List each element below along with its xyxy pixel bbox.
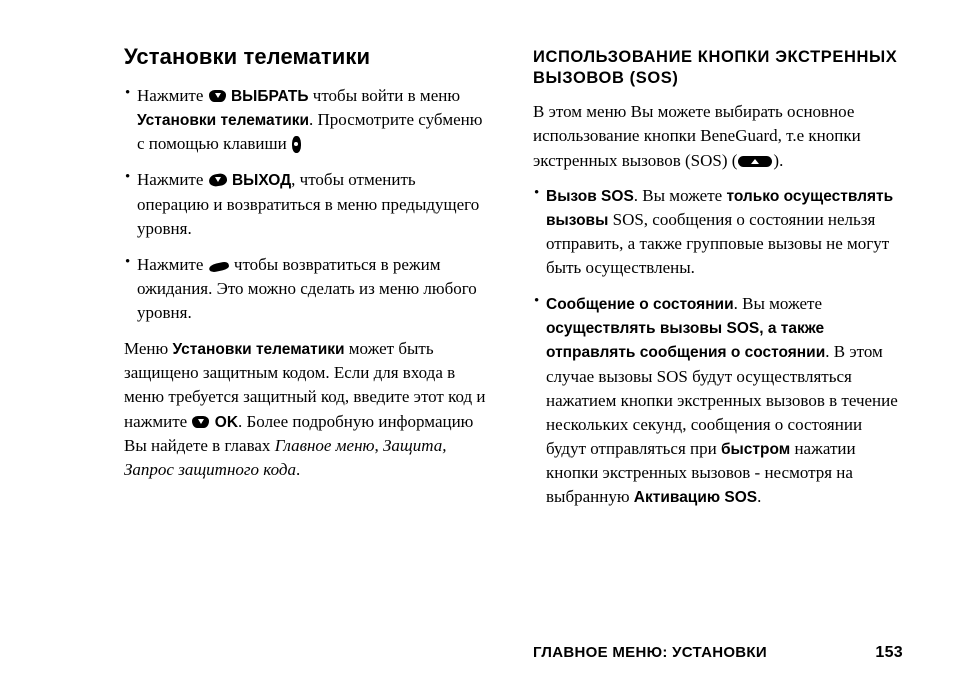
text-run: только осуществлять вызовы xyxy=(546,187,894,229)
text-run: Защита, Запрос защитного кода xyxy=(124,435,447,479)
text-run: Вызов SOS xyxy=(546,187,634,205)
text-run: В этом меню Вы можете выбирать основное использование кнопки BeneGuard, т.е кнопки экстренных вызовов (SOS) ( xyxy=(533,102,861,170)
text-run: , xyxy=(374,435,383,455)
text-run: быстром xyxy=(720,440,791,458)
left-column xyxy=(124,44,490,493)
text-run: Нажмите xyxy=(137,170,208,190)
text-run: нажатии кнопки экстренных вызовов - несмотря на выбранную xyxy=(546,438,856,507)
text-run: . В этом случае вызовы SOS будут осуществляться нажатием кнопки экстренных вызовов в течение нескольких секунд, сообщения о состоянии будут отправляться при xyxy=(546,342,898,458)
text-run: . Вы можете xyxy=(633,185,727,205)
text-run: . xyxy=(757,487,762,507)
text-run: SOS, сообщения о состоянии нельзя отправить, а также групповые вызовы не могут быть осуществлены. xyxy=(546,209,890,277)
text-run: . Вы можете xyxy=(733,294,823,314)
text-run: , чтобы отменить операцию и возвратиться в меню предыдущего уровня. xyxy=(137,170,480,238)
text-run: . Более подробную информацию Вы найдете в главах xyxy=(124,411,474,455)
text-run: . xyxy=(295,459,301,479)
page-number: 153 xyxy=(875,644,903,661)
text-run: осуществлять вызовы SOS, а также отправлять сообщения о состоянии xyxy=(546,320,826,362)
right-bullet-list xyxy=(533,184,903,510)
list-item xyxy=(533,184,903,281)
select-key-icon xyxy=(192,415,209,430)
text-run: чтобы возвратиться в режим ожидания. Это можно сделать из меню любого уровня. xyxy=(137,254,477,322)
list-item xyxy=(124,84,490,156)
text-run: Нажмите xyxy=(137,254,208,274)
text-run: ВЫХОД xyxy=(227,172,292,190)
section-title: ИСПОЛЬЗОВАНИЕ КНОПКИ ЭКСТРЕННЫХ ВЫЗОВОВ (SOS) xyxy=(533,48,898,87)
text-run: Сообщение о состоянии xyxy=(546,296,734,314)
page-footer xyxy=(533,644,903,662)
right-column xyxy=(533,44,903,521)
text-run: может быть защищено защитным кодом. Если для входа в меню требуется защитный код, введите этот код и нажмите xyxy=(124,339,486,431)
text-run: Установки телематики xyxy=(172,341,345,359)
list-item xyxy=(124,168,490,240)
list-item xyxy=(124,253,490,325)
text-run: чтобы войти в меню xyxy=(312,86,461,105)
left-paragraph xyxy=(124,337,490,482)
select-key-icon xyxy=(209,89,226,104)
text-run: Главное меню xyxy=(274,435,375,455)
sos-button-icon xyxy=(738,155,772,168)
back-key-icon xyxy=(209,260,229,273)
text-run: Меню xyxy=(124,339,173,359)
text-run: ). xyxy=(773,150,784,170)
intro-paragraph xyxy=(533,100,903,172)
nav-key-icon xyxy=(292,136,301,153)
page-title: Установки телематики xyxy=(124,44,371,69)
text-run: Нажмите xyxy=(137,86,208,105)
left-bullet-list xyxy=(124,84,490,325)
text-run: OK xyxy=(210,413,239,431)
exit-key-icon xyxy=(209,173,227,188)
text-run: . Просмотрите субменю с помощью клавиши xyxy=(137,110,483,154)
text-run: ВЫБРАТЬ xyxy=(226,88,313,105)
text-run: Активацию SOS xyxy=(633,489,758,507)
text-run: Установки телематики xyxy=(137,112,310,130)
list-item xyxy=(533,292,903,509)
footer-section-label: ГЛАВНОЕ МЕНЮ: УСТАНОВКИ xyxy=(533,644,767,661)
